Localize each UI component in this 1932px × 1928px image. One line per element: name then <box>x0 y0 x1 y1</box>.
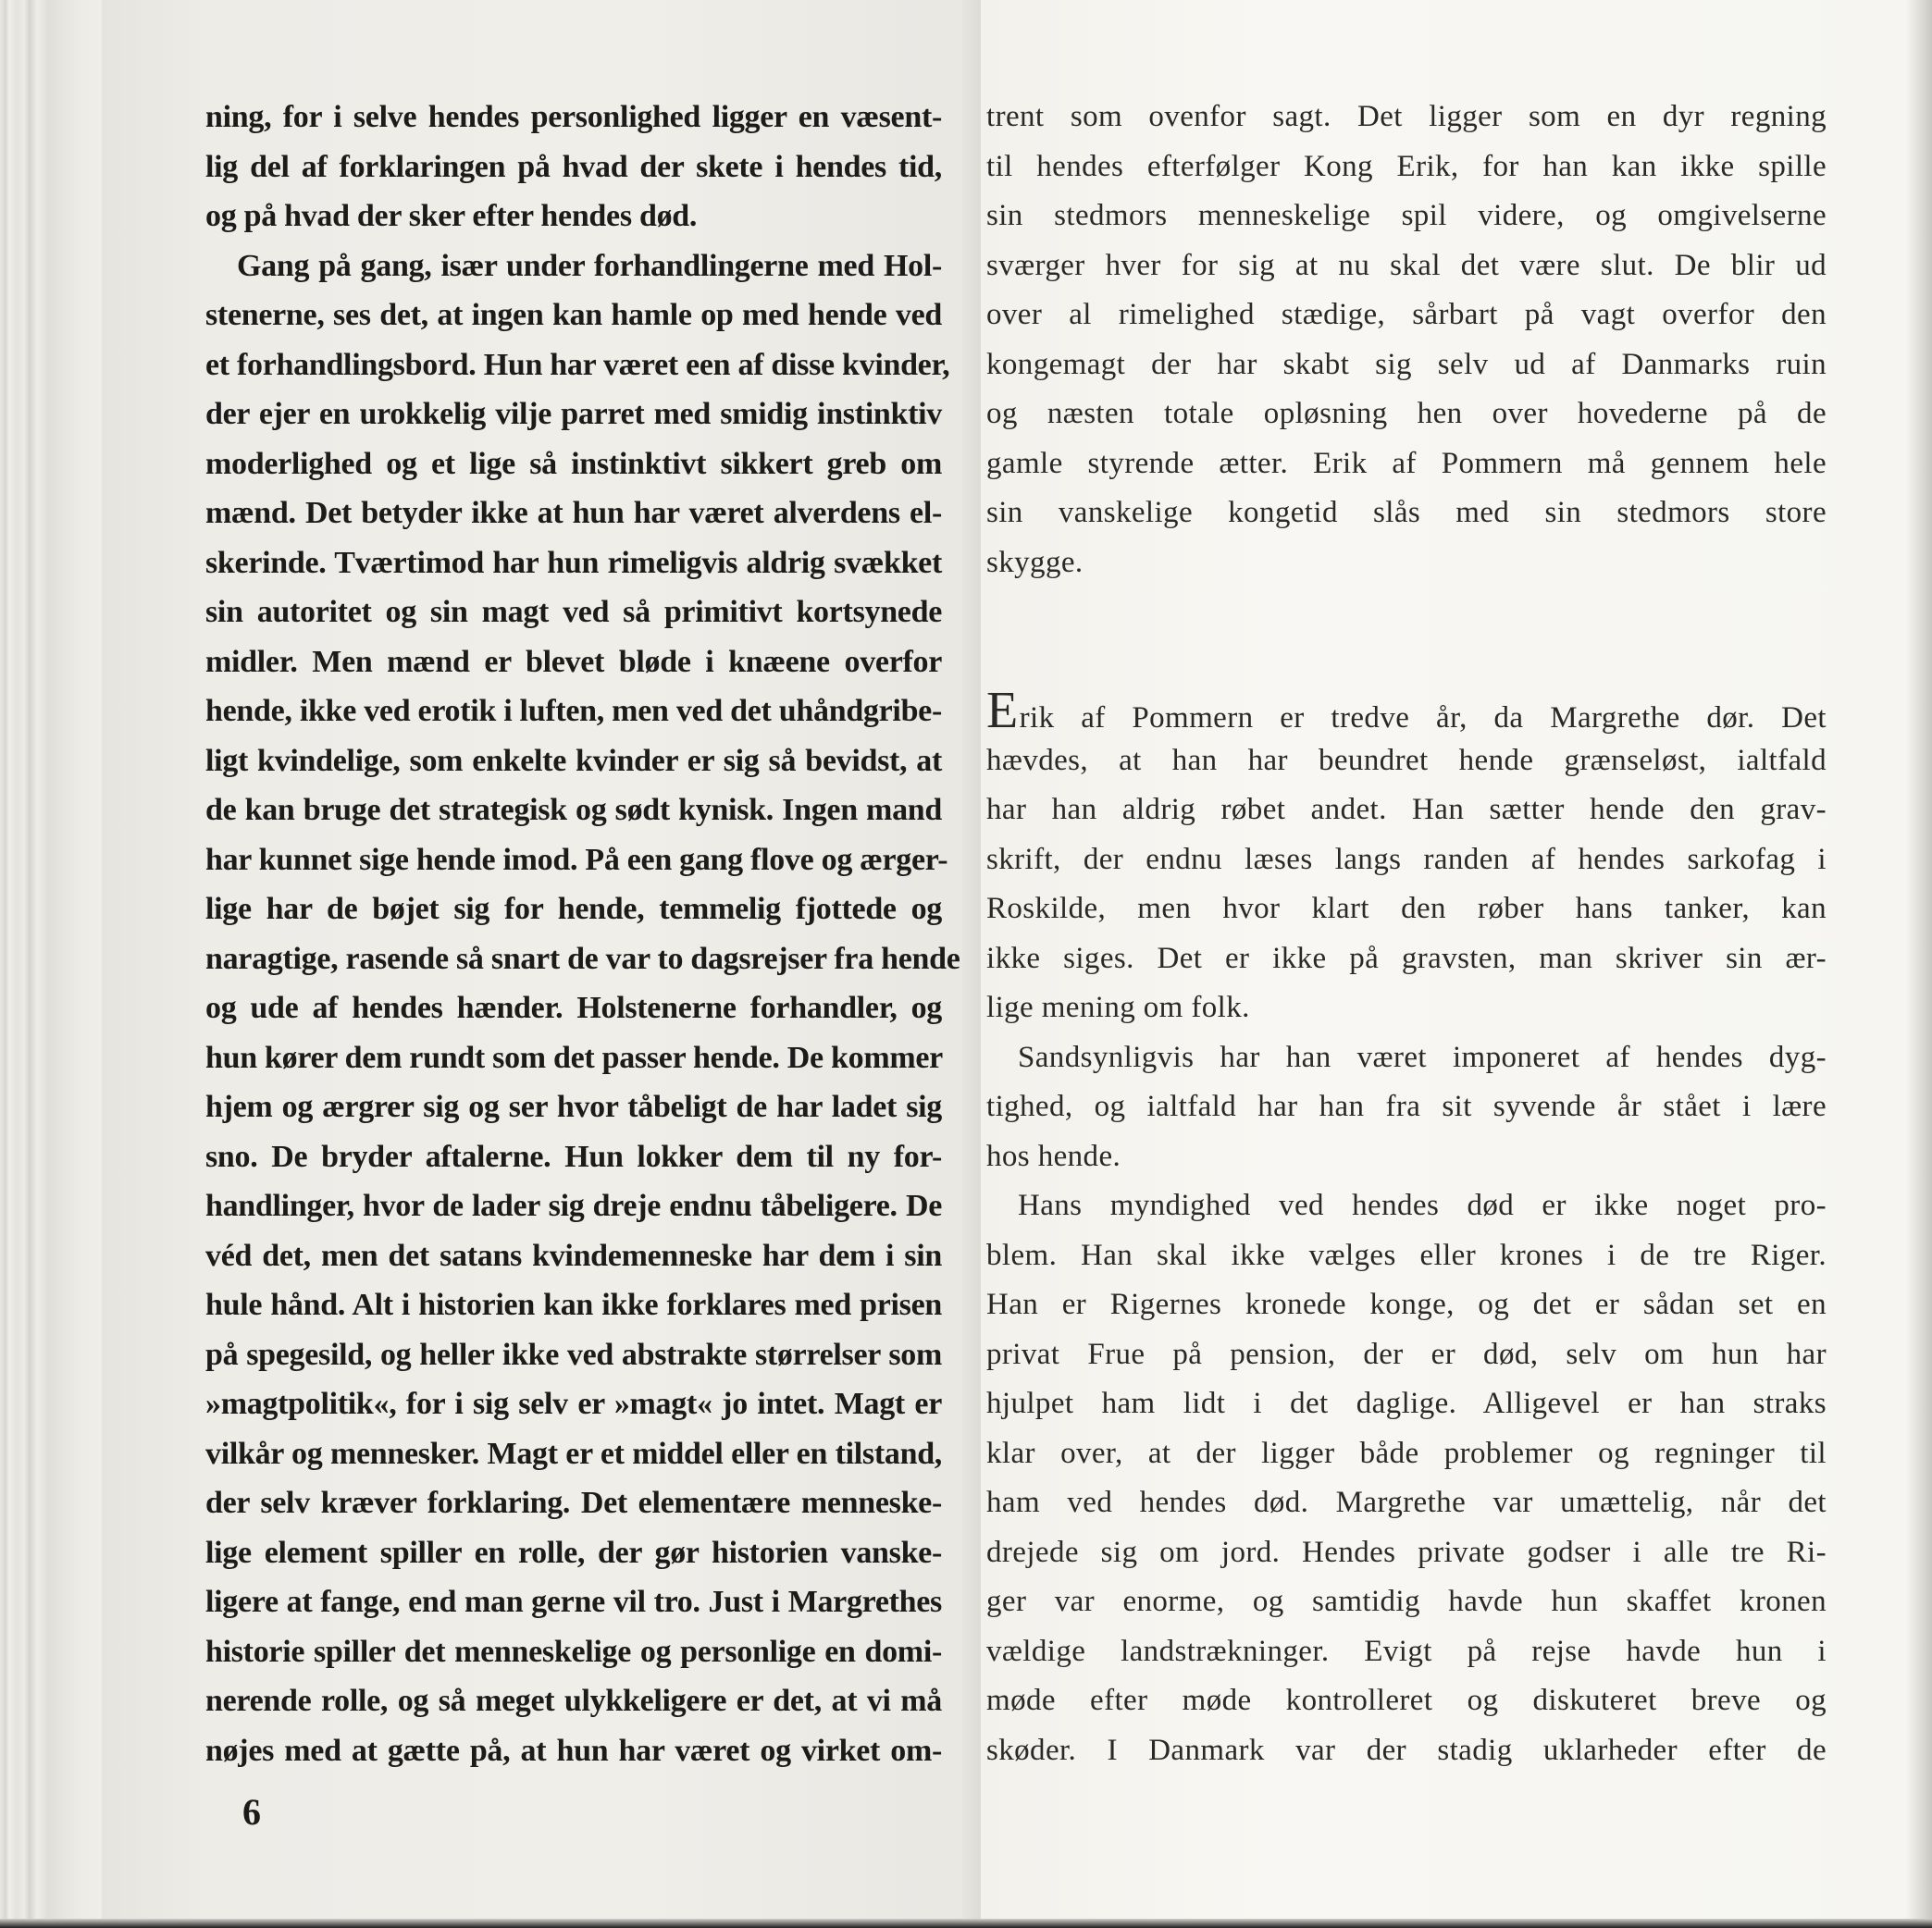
text-line: sværger hver for sig at nu skal det være slut. De blir ud <box>986 248 1827 282</box>
text-line: trent som ovenfor sagt. Det ligger som en dyr regning <box>986 100 1827 133</box>
text-line: »magtpolitik«, for i sig selv er »magt« jo intet. Magt er <box>205 1387 942 1421</box>
text-line: mænd. Det betyder ikke at hun har været alverdens el- <box>205 496 942 530</box>
text-line: stenerne, ses det, at ingen kan hamle op med hende ved <box>205 298 942 332</box>
text-line: hun kører dem rundt som det passer hende. De kommer <box>205 1040 943 1075</box>
text-line: nerende rolle, og så meget ulykkeligere er det, at vi må <box>205 1684 942 1718</box>
text-line: nøjes med at gætte på, at hun har været og virket om- <box>205 1733 942 1768</box>
text-line: hævdes, at han har beundret hende grænseløst, ialtfald <box>986 743 1827 777</box>
text-line: lige mening om folk. <box>986 991 1250 1024</box>
text-line: møde efter møde kontrolleret og diskuteret breve og <box>986 1684 1827 1717</box>
text-line: vilkår og mennesker. Magt er et middel eller en tilstand, <box>205 1436 942 1471</box>
text-line: hule hånd. Alt i historien kan ikke forklares med prisen <box>205 1288 942 1322</box>
text-line: sno. De bryder aftalerne. Hun lokker dem til ny for- <box>205 1139 942 1174</box>
text-line: har han aldrig røbet andet. Han sætter hende den grav- <box>986 793 1827 826</box>
text-line: til hendes efterfølger Kong Erik, for han kan ikke spille <box>986 149 1827 183</box>
section-paragraph <box>986 682 1827 1033</box>
text-line: sin autoritet og sin magt ved så primitivt kortsynede <box>205 595 942 629</box>
text-line: tighed, og ialtfald har han fra sit syvende år stået i lære <box>986 1090 1827 1123</box>
text-line: skygge. <box>986 545 1084 579</box>
text-line: hende, ikke ved erotik i luften, men ved det uhåndgribe- <box>205 694 942 728</box>
paragraph <box>986 1033 1827 1182</box>
text-line: Sandsynligvis har han været imponeret af hendes dyg- <box>1018 1040 1827 1074</box>
text-line: hjulpet ham lidt i det daglige. Alligevel er han straks <box>986 1387 1827 1420</box>
text-line: drejede sig om jord. Hendes private godser i alle tre Ri- <box>986 1535 1827 1569</box>
text-line: hos hende. <box>986 1139 1121 1173</box>
text-line: lige har de bøjet sig for hende, temmelig fjottede og <box>205 892 942 926</box>
text-line: ikke siges. Det er ikke på gravsten, man skriver sin ær- <box>986 941 1827 975</box>
text-line: Roskilde, men hvor klart den røber hans tanker, kan <box>986 892 1827 925</box>
text-line: ham ved hendes død. Margrethe var umættelig, når det <box>986 1486 1827 1519</box>
text-line-rest: rik af Pommern er tredve år, da Margrethe dør. Det <box>1019 701 1827 735</box>
text-line: moderlighed og et lige så instinktivt sikkert greb om <box>205 446 942 481</box>
text-line: klar over, at der ligger både problemer og regninger til <box>986 1436 1827 1470</box>
text-line: ligt kvindelige, som enkelte kvinder er sig så bevidst, at <box>205 743 942 778</box>
page-number: 6 <box>242 1791 261 1833</box>
text-line: Han er Rigernes kronede konge, og det er sådan set en <box>986 1288 1827 1321</box>
text-line: over al rimelighed stædige, sårbart på vagt overfor den <box>986 298 1827 331</box>
paragraph <box>986 1181 1827 1775</box>
text-line: ligere at fange, end man gerne vil tro. Just i Margrethes <box>205 1585 942 1619</box>
text-line: blem. Han skal ikke vælges eller krones i de tre Riger. <box>986 1238 1827 1272</box>
text-line: og næsten totale opløsning hen over hovederne på de <box>986 397 1827 430</box>
text-line: der ejer en urokkelig vilje parret med smidig instinktiv <box>205 397 942 431</box>
text-line: lige element spiller en rolle, der gør historien vanske- <box>205 1535 942 1570</box>
paragraph-continuation <box>986 93 1827 587</box>
text-line: Gang på gang, især under forhandlingerne med Hol- <box>237 248 942 283</box>
text-line: historie spiller det menneskelige og personlige en domi- <box>205 1634 942 1669</box>
text-line: sin vanskelige kongetid slås med sin stedmors store <box>986 496 1827 529</box>
text-line: ning, for i selve hendes personlighed ligger en væsent- <box>205 100 942 134</box>
text-line: hjem og ærgrer sig og ser hvor tåbeligt de har ladet sig <box>205 1090 942 1124</box>
text-line: et forhandlingsbord. Hun har været een af disse kvinder, <box>205 347 950 382</box>
scan-bottom-edge <box>0 1919 1932 1928</box>
text-line: og på hvad der sker efter hendes død. <box>205 199 698 233</box>
text-line: véd det, men det satans kvindemenneske har dem i sin <box>205 1238 942 1273</box>
text-line: vældige landstrækninger. Evigt på rejse havde hun i <box>986 1634 1827 1668</box>
text-line: på spegesild, og heller ikke ved abstrakte størrelser som <box>205 1337 942 1372</box>
right-page-text <box>986 93 1827 1775</box>
text-line: de kan bruge det strategisk og sødt kynisk. Ingen mand <box>205 793 942 827</box>
page-stack-edge <box>0 0 102 1928</box>
text-line: handlinger, hvor de lader sig dreje endnu tåbeligere. De <box>205 1189 942 1223</box>
text-line: skerinde. Tværtimod har hun rimeligvis aldrig svækket <box>205 545 942 580</box>
text-line: skrift, der endnu læses langs randen af hendes sarkofag i <box>986 842 1827 876</box>
text-line: lig del af forklaringen på hvad der skete i hendes tid, <box>205 149 942 184</box>
right-page-edge <box>1906 0 1932 1928</box>
text-line: Hans myndighed ved hendes død er ikke noget pro- <box>1018 1189 1827 1222</box>
text-line: midler. Men mænd er blevet bløde i knæene overfor <box>205 644 942 679</box>
text-line: kongemagt der har skabt sig selv ud af Danmarks ruin <box>986 347 1827 381</box>
text-line-with-drop-cap <box>986 682 1827 739</box>
text-line: har kunnet sige hende imod. På een gang flove og ærger- <box>205 842 948 877</box>
text-line: skøder. I Danmark var der stadig uklarheder efter de <box>986 1733 1827 1767</box>
text-line: ger var enorme, og samtidig havde hun skaffet kronen <box>986 1585 1827 1618</box>
text-line: og ude af hendes hænder. Holstenerne forhandler, og <box>205 991 942 1025</box>
text-line: privat Frue på pension, der er død, selv om hun har <box>986 1337 1827 1371</box>
drop-cap: E <box>986 682 1019 739</box>
text-line: naragtige, rasende så snart de var to dagsrejser fra hende <box>205 941 960 976</box>
text-line: gamle styrende ætter. Erik af Pommern må gennem hele <box>986 446 1827 480</box>
text-line: sin stedmors menneskelige spil videre, og omgivelserne <box>986 199 1827 232</box>
text-line: der selv kræver forklaring. Det elementære menneske- <box>205 1486 942 1520</box>
left-page-text <box>205 93 960 1775</box>
